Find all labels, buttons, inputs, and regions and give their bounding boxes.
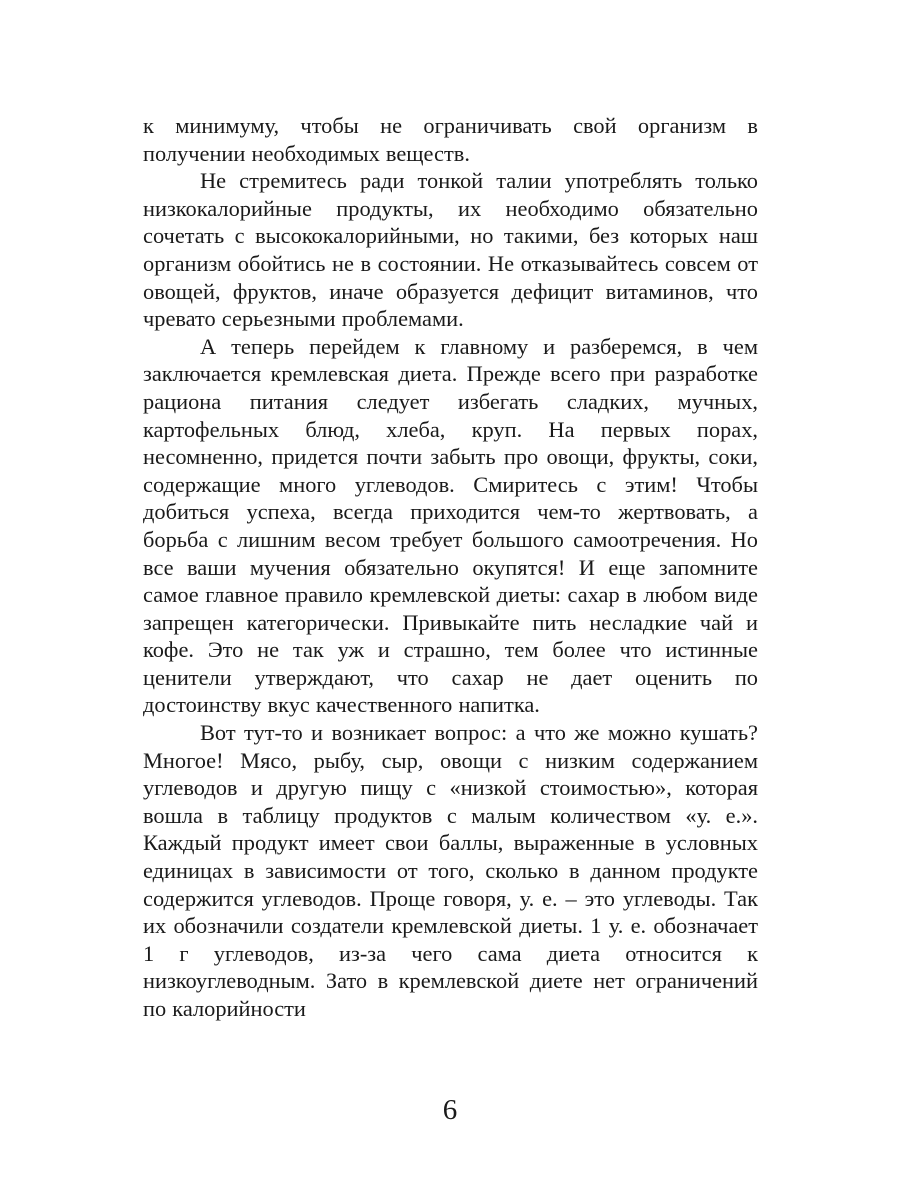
paragraph-what-to-eat: Вот тут-то и возникает вопрос: а что же можно кушать? Многое! Мясо, рыбу, сыр, овощи с низким содержанием углеводов и другую пищу с «низкой стоимостью», которая вошла в таблицу продуктов с малым количеством «у. е.». Каждый продукт имеет свои баллы, выраженные в условных единицах в зависимости от того, сколько в данном продукте содержится углеводов. Проще говоря, у. е. – это углеводы. Так их обозначили создатели кремлевской диеты. 1 у. е. обозначает 1 г углеводов, из-за чего сама диета относится к низкоуглеводным. Зато в кремлевской диете нет ограничений по калорийности — [143, 720, 758, 1021]
paragraph-continuation: к минимуму, чтобы не ограничивать свой организм в получении необходимых веществ. — [143, 113, 758, 166]
paragraph-slim-waist: Не стремитесь ради тонкой талии употреблять только низкокалорийные продукты, их необходимо обязательно сочетать с высококалорийными, но такими, без которых наш организм обойтись не в состоянии. Не отказывайтесь совсем от овощей, фруктов, иначе образуется дефицит витаминов, что чревато серьезными проблемами. — [143, 168, 758, 332]
body-text — [143, 112, 758, 1023]
page-number: 6 — [442, 1094, 458, 1126]
paragraph-kremlin-diet-rules: А теперь перейдем к главному и разберемся, в чем заключается кремлевская диета. Прежде всего при разработке рациона питания следует избегать сладких, мучных, картофельных блюд, хлеба, круп. На первых порах, несомненно, придется почти забыть про овощи, фрукты, соки, содержащие много углеводов. Смиритесь с этим! Чтобы добиться успеха, всегда приходится чем-то жертвовать, а борьба с лишним весом требует большого самоотречения. Но все ваши мучения обязательно окупятся! И еще запомните самое главное правило кремлевской диеты: сахар в любом виде запрещен категорически. Привыкайте пить несладкие чай и кофе. Это не так уж и страшно, тем более что истинные ценители утверждают, что сахар не дает оценить по достоинству вкус качественного напитка. — [143, 333, 758, 718]
